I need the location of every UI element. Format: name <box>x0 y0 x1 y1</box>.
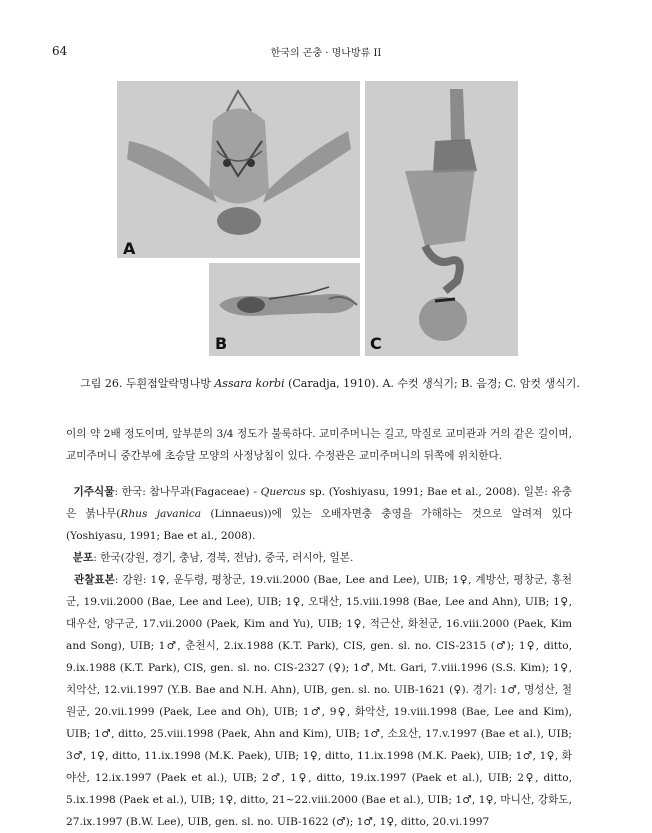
male-genitalia-image <box>117 81 360 258</box>
host-genus: Quercus <box>260 486 306 498</box>
description-text: 이의 약 2배 정도이며, 앞부분의 3/4 정도가 불룩하다. 교미주머니는 길고, 막질로 교미관과 거의 같은 길이며, 교미주머니 중간부에 초승달 모양의 사정낭침이 있다. 수정관은 교미주머니의 뒤쪽에 위치한다. <box>66 428 572 462</box>
caption-species: Assara korbi <box>214 377 285 390</box>
host-text-1: : 한국: 참나무과(Fagaceae) - <box>114 486 261 498</box>
host-plants <box>66 481 572 547</box>
specimens-label: 관찰표본 <box>73 574 115 586</box>
distribution-text: : 한국(강원, 경기, 충남, 경북, 전남), 중국, 러시아, 일본. <box>93 552 354 564</box>
figure-panel-a <box>117 81 360 258</box>
page-number: 64 <box>52 44 68 58</box>
specimens-examined <box>66 569 572 833</box>
host-text-2: sp. (Yoshiyasu, 1991; Bae et al., 2008). 일본: 유충은 붉나무( <box>66 486 572 520</box>
host-text-3: (Linnaeus))에 있는 오배자면충 충영을 가해하는 것으로 알려져 있다(Yoshiyasu, 1991; Bae et al., 2008). <box>66 508 572 542</box>
distribution <box>66 547 572 569</box>
caption-suffix: (Caradja, 1910). A. 수컷 생식기; B. 음경; C. 암컷 생식기. <box>284 377 580 390</box>
description-paragraph <box>66 423 572 467</box>
panel-label-b: B <box>215 334 228 353</box>
panel-label-a: A <box>123 239 136 258</box>
caption-prefix: 그림 26. 두흰점알락명나방 <box>80 377 215 390</box>
specimens-text: : 강원: 1♀, 운두령, 평창군, 19.vii.2000 (Bae, Lee and Lee), UIB; 1♀, 계방산, 평창군, 홍천군, 19.vii.2000 (Bae, Lee and Lee), UIB; 1♀, 오대산, 15.viii.1998 (Bae, Lee and Ahn), UIB; 1♀, 대우산, 양구군, 17.vii.2000 (Paek, Kim and Yu), UIB; 1♀, 적근산, 화천군, 16.viii.2000 (Paek, Kim and Song), UIB; 1♂, 춘천시, 2.ix.1988 (K.T. Park), CIS, gen. sl. no. CIS-2315 (♂); 1♀, ditto, 9.ix.1988 (K.T. Park), CIS, gen. sl. no. CIS-2327 (♀); 1♂, Mt. Gari, 7.viii.1996 (S.S. Kim); 1♀, 치악산, 12.vii.1997 (Y.B. Bae and N.H. Ahn), UIB, gen. sl. no. UIB-1621 (♀). 경기: 1♂, 명성산, 철원군, 20.vii.1999 (Paek, Lee and Oh), UIB; 1♂, 9♀, 화악산, 19.viii.1998 (Bae, Lee and Kim), UIB; 1♂, ditto, 25.viii.1998 (Paek, Ahn and Kim), UIB; 1♂, 소요산, 17.v.1997 (Bae et al.), UIB; 3♂, 1♀, ditto, 11.ix.1998 (M.K. Paek), UIB; 1♀, ditto, 11.ix.1998 (M.K. Paek), UIB; 1♂, 1♀, 화야산, 12.ix.1997 (Paek et al.), UIB; 2♂, 1♀, ditto, 19.ix.1997 (Paek et al.), UIB; 2♀, ditto, 5.ix.1998 (Paek et al.), UIB; 1♀, ditto, 21~22.viii.2000 (Bae et al.), UIB; 1♂, 1♀, 마니산, 강화도, 27.ix.1997 (B.W. Lee), UIB, gen. sl. no. UIB-1622 (♂); 1♂, 1♀, ditto, 20.vi.1997 <box>66 574 572 828</box>
female-genitalia-image <box>365 81 518 356</box>
figure-panel-b <box>209 263 360 356</box>
figure-panel-c <box>365 81 518 356</box>
aedeagus-image <box>209 263 360 356</box>
species-records <box>66 481 572 833</box>
panel-label-c: C <box>370 334 382 353</box>
distribution-label: 분포 <box>72 552 94 564</box>
running-header: 한국의 곤충 · 명나방류 II <box>270 48 382 59</box>
host-species: Rhus javanica <box>120 508 202 520</box>
host-label: 기주식물 <box>73 486 115 498</box>
figure-caption <box>50 375 610 391</box>
